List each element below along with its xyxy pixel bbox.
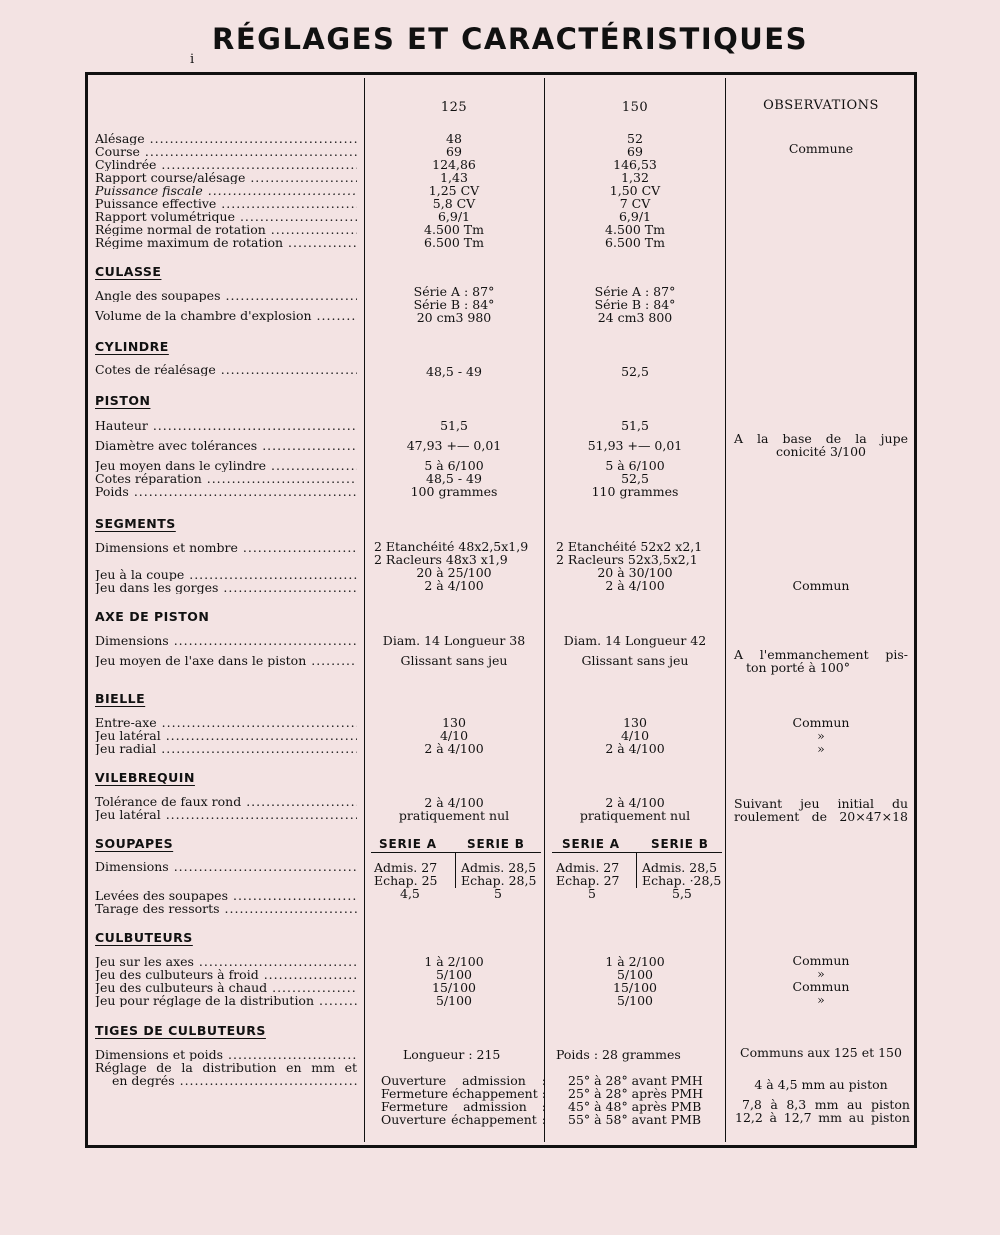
row-label: Jeu sur les axes ..... [95, 955, 357, 968]
value-150: 51,5 [621, 418, 649, 433]
row-label: Jeu des culbuteurs à froid ..... [95, 968, 357, 981]
value-150: 2 à 4/100 [605, 578, 665, 593]
value-150-a: Echap. 27 [556, 873, 620, 888]
value-125: 5/100 [435, 967, 473, 982]
row-label: Dimensions ..... [95, 860, 357, 873]
row-label: Cotes réparation ..... [95, 472, 357, 485]
value-150-a: 5 [588, 886, 596, 901]
value-125: 69 [446, 144, 462, 159]
serie-b-125: SERIE B [467, 837, 525, 851]
value-125-a: Admis. 27 [374, 860, 438, 875]
timing-name: Fermeture admission : [381, 1099, 546, 1114]
serie-underline-125 [371, 852, 541, 853]
row-label: Cylindrée ..... [95, 158, 357, 171]
value-125: 47,93 +— 0,01 [406, 438, 502, 453]
column-divider-2 [544, 78, 545, 1142]
value-150: Diam. 14 Longueur 42 [563, 633, 707, 648]
row-label: Rapport course/alésage ..... [95, 171, 357, 184]
value-150: 130 [623, 715, 647, 730]
value-125-a: Echap. 25 [374, 873, 438, 888]
header-150: 150 [621, 100, 649, 115]
header-125: 125 [440, 100, 468, 115]
value-150: Série B : 84° [594, 297, 676, 312]
value-150: Glissant sans jeu [581, 653, 689, 668]
value-125-b: Echap. 28,5 [461, 873, 537, 888]
value-125: 5 à 6/100 [424, 458, 484, 473]
observation: 12,2 à 12,7 mm au piston [735, 1110, 910, 1125]
value-125: Glissant sans jeu [400, 653, 508, 668]
value-125: 2 à 4/100 [424, 795, 484, 810]
section-title-tiges: TIGES DE CULBUTEURS [95, 1023, 266, 1038]
serie-a-150: SERIE A [562, 837, 620, 851]
value-150: Série A : 87° [594, 284, 676, 299]
row-label: Course ..... [95, 145, 357, 158]
value-125: 51,5 [440, 418, 468, 433]
value-125: 1,43 [440, 170, 468, 185]
value-125: 4.500 Tm [424, 222, 484, 237]
row-label: Dimensions ..... [95, 634, 357, 647]
value-150: 146,53 [613, 157, 657, 172]
value-125: Diam. 14 Longueur 38 [382, 633, 526, 648]
column-divider-3 [725, 78, 726, 1142]
value-longueur: Longueur : 215 [403, 1047, 501, 1062]
observation: » [817, 728, 825, 743]
value-125-b: Admis. 28,5 [461, 860, 537, 875]
value-125: 20 cm3 980 [416, 310, 492, 325]
row-label: Puissance fiscale ..... [95, 184, 357, 197]
value-125-b: 5 [494, 886, 502, 901]
value-150: 1,50 CV [609, 183, 661, 198]
value-125: 1 à 2/100 [424, 954, 484, 969]
value-125: 2 Etanchéité 48x2,5x1,9 [374, 539, 529, 554]
value-150: 1,32 [621, 170, 649, 185]
value-125: pratiquement nul [398, 808, 510, 823]
row-label: Cotes de réalésage ..... [95, 363, 357, 376]
value-125: Série B : 84° [413, 297, 495, 312]
value-poids: Poids : 28 grammes [556, 1047, 681, 1062]
row-label: Régime maximum de rotation ..... [95, 236, 357, 249]
observation: 7,8 à 8,3 mm au piston [742, 1097, 910, 1112]
section-title-bielle: BIELLE [95, 691, 146, 706]
value-150: 20 à 30/100 [597, 565, 673, 580]
section-title-segments: SEGMENTS [95, 516, 176, 531]
value-125: 5,8 CV [432, 196, 476, 211]
value-150: 6,9/1 [618, 209, 652, 224]
row-label: Jeu pour réglage de la distribution ..... [95, 994, 357, 1007]
observation: 4 à 4,5 mm au piston [754, 1077, 888, 1092]
row-label: Dimensions et nombre ..... [95, 541, 357, 554]
row-label: Jeu dans les gorges ..... [95, 581, 357, 594]
row-label: Levées des soupapes ..... [95, 889, 357, 902]
margin-mark: i [190, 52, 195, 67]
row-label: Tarage des ressorts ..... [95, 902, 357, 915]
row-label: Angle des soupapes ..... [95, 289, 357, 302]
serie-a-125: SERIE A [379, 837, 437, 851]
section-title-culbuteurs: CULBUTEURS [95, 930, 193, 945]
value-125-a: 4,5 [400, 886, 420, 901]
header-observations: OBSERVATIONS [763, 98, 879, 113]
page-title: RÉGLAGES ET CARACTÉRISTIQUES [212, 22, 809, 56]
row-label: en degrés ..... [112, 1074, 357, 1087]
value-150: 5 à 6/100 [605, 458, 665, 473]
value-150: 2 à 4/100 [605, 795, 665, 810]
value-125: 48 [446, 131, 462, 146]
serie-underline-150 [552, 852, 722, 853]
section-title-axe: AXE DE PISTON [95, 609, 210, 624]
value-150-a: Admis. 27 [556, 860, 620, 875]
row-label: Hauteur ..... [95, 419, 357, 432]
value-125: 2 Racleurs 48x3 x1,9 [374, 552, 508, 567]
value-150: 69 [627, 144, 643, 159]
value-150: 6.500 Tm [605, 235, 665, 250]
row-label: Alésage ..... [95, 132, 357, 145]
timing-value: 25° à 28° après PMH [568, 1086, 704, 1101]
row-label: Diamètre avec tolérances ..... [95, 439, 357, 452]
value-125: 130 [442, 715, 466, 730]
value-125: 6.500 Tm [424, 235, 484, 250]
value-125: 5/100 [435, 993, 473, 1008]
row-label: Jeu à la coupe ..... [95, 568, 357, 581]
value-150: 52,5 [621, 471, 649, 486]
row-label: Réglage de la distribution en mm et [95, 1060, 357, 1075]
serie-divider-125 [455, 852, 456, 888]
value-150: 110 grammes [591, 484, 679, 499]
observation: ton porté à 100° [746, 660, 851, 675]
value-150: 24 cm3 800 [597, 310, 673, 325]
value-150: 52 [627, 131, 643, 146]
value-150: 2 à 4/100 [605, 741, 665, 756]
value-150: 4.500 Tm [605, 222, 665, 237]
row-label: Poids ..... [95, 485, 357, 498]
row-label: Dimensions et poids ..... [95, 1048, 357, 1061]
observation: Commun [792, 715, 850, 730]
value-150-b: Echap. ·28,5 [642, 873, 722, 888]
serie-b-150: SERIE B [651, 837, 709, 851]
observation: Commun [792, 578, 850, 593]
value-125: 20 à 25/100 [416, 565, 492, 580]
timing-value: 25° à 28° avant PMH [568, 1073, 703, 1088]
value-150: 2 Racleurs 52x3,5x2,1 [556, 552, 698, 567]
observation: Commun [792, 979, 850, 994]
value-150-b: Admis. 28,5 [642, 860, 718, 875]
observation: Communs aux 125 et 150 [740, 1045, 902, 1060]
row-label: Jeu radial ..... [95, 742, 357, 755]
value-125: 15/100 [432, 980, 476, 995]
row-label: Rapport volumétrique ..... [95, 210, 357, 223]
value-150: 1 à 2/100 [605, 954, 665, 969]
value-125: 48,5 - 49 [426, 364, 482, 379]
timing-name: Ouverture admission : [381, 1073, 546, 1088]
timing-value: 45° à 48° après PMB [568, 1099, 702, 1114]
value-125: 1,25 CV [428, 183, 480, 198]
row-label: Jeu des culbuteurs à chaud ..... [95, 981, 357, 994]
timing-name: Ouverture échappement : [381, 1112, 546, 1127]
observation: A l'emmanchement pis- [734, 647, 908, 662]
value-150: 52,5 [621, 364, 649, 379]
section-title-cylindre: CYLINDRE [95, 339, 169, 354]
value-150: 5/100 [616, 993, 654, 1008]
row-label: Jeu latéral ..... [95, 729, 357, 742]
value-125: 2 à 4/100 [424, 578, 484, 593]
row-label: Volume de la chambre d'explosion ..... [95, 309, 357, 322]
value-150: 5/100 [616, 967, 654, 982]
observation: » [817, 966, 825, 981]
observation: » [817, 741, 825, 756]
value-125: 124,86 [432, 157, 476, 172]
value-150: pratiquement nul [579, 808, 691, 823]
value-150: 2 Etanchéité 52x2 x2,1 [556, 539, 703, 554]
section-title-soupapes: SOUPAPES [95, 836, 174, 851]
row-label: Puissance effective ..... [95, 197, 357, 210]
value-150: 4/10 [620, 728, 650, 743]
observation: Suivant jeu initial du [734, 796, 908, 811]
value-150: 15/100 [613, 980, 657, 995]
observation: conicité 3/100 [776, 444, 866, 459]
row-label: Régime normal de rotation ..... [95, 223, 357, 236]
row-label: Jeu latéral ..... [95, 808, 357, 821]
row-label: Entre-axe ..... [95, 716, 357, 729]
value-125: Série A : 87° [413, 284, 495, 299]
observation: roulement de 20×47×18 [734, 809, 908, 824]
value-150-b: 5,5 [672, 886, 692, 901]
value-125: 100 grammes [410, 484, 498, 499]
row-label: Jeu moyen de l'axe dans le piston ..... [95, 654, 357, 667]
section-title-piston: PISTON [95, 393, 151, 408]
value-150: 51,93 +— 0,01 [587, 438, 683, 453]
observation: Commun [792, 953, 850, 968]
timing-value: 55° à 58° avant PMB [568, 1112, 702, 1127]
value-125: 4/10 [439, 728, 469, 743]
serie-divider-150 [636, 852, 637, 888]
section-title-culasse: CULASSE [95, 264, 162, 279]
row-label: Tolérance de faux rond ..... [95, 795, 357, 808]
value-125: 2 à 4/100 [424, 741, 484, 756]
value-125: 6,9/1 [437, 209, 471, 224]
value-125: 48,5 - 49 [426, 471, 482, 486]
section-title-vilebrequin: VILEBREQUIN [95, 770, 195, 785]
row-label: Jeu moyen dans le cylindre ..... [95, 459, 357, 472]
observation: Commune [788, 141, 854, 156]
observation: A la base de la jupe [734, 431, 908, 446]
value-150: 7 CV [619, 196, 651, 211]
observation: » [817, 992, 825, 1007]
timing-name: Fermeture échappement : [381, 1086, 546, 1101]
